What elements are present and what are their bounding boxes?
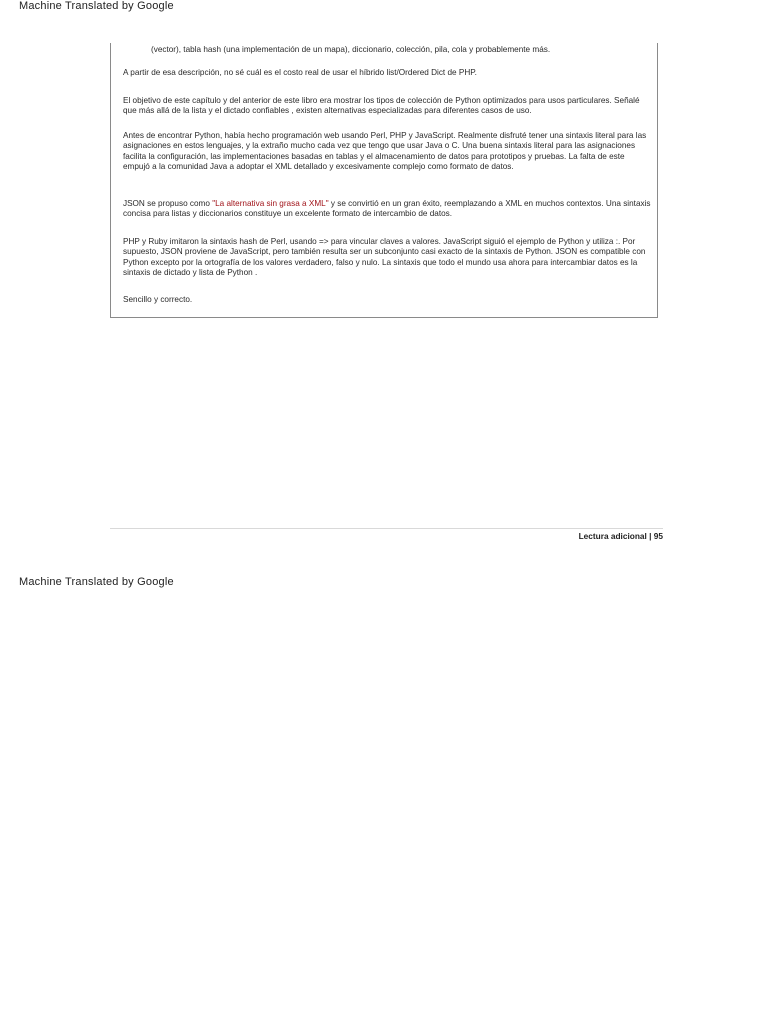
json-text-start: JSON se propuso como [123, 199, 213, 208]
footer-divider [110, 528, 663, 529]
running-footer-page-number: Lectura adicional | 95 [578, 531, 663, 541]
soapbox-sidebar [110, 43, 658, 318]
machine-translation-banner-next-page: Machine Translated by Google [19, 576, 174, 588]
json-xml-link[interactable]: "La alternativa sin grasa a XML" [212, 199, 329, 208]
machine-translation-banner: Machine Translated by Google [19, 0, 174, 12]
paragraph-intro-tail: (vector), tabla hash (una implementación de un mapa), diccionario, colección, pila, cola y probablemente más. [151, 45, 551, 54]
paragraph-json [123, 199, 651, 220]
json-text-end: y se convirtió en un gran éxito, reemplazando a XML en muchos contextos. Una sintaxis concisa para listas y diccionarios constituye un excelente formato de intercambio de datos. [123, 199, 651, 219]
paragraph-chapter-objective: El objetivo de este capítulo y del anterior de este libro era mostrar los tipos de colección de Python optimizados para usos particulares. Señalé que más allá de la lista y el dictado confiables , existen alternativas especializadas para diferentes casos de uso. [123, 96, 640, 116]
paragraph-conclusion: Sencillo y correcto. [123, 295, 193, 304]
paragraph-before-python: Antes de encontrar Python, había hecho programación web usando Perl, PHP y JavaScript. Realmente disfruté tener una sintaxis literal para las asignaciones en estos lenguajes, y la extraño mucho cada vez que tengo que usar Java o C. Una buena sintaxis literal para las asignaciones facilita la configuración, las implementaciones basadas en tablas y el almacenamiento de datos para prototipos y pruebas. La falta de este empujó a la comunidad Java a adoptar el XML detallado y excesivamente complejo como formato de datos. [123, 131, 647, 172]
paragraph-php-ruby: PHP y Ruby imitaron la sintaxis hash de Perl, usando => para vincular claves a valores. JavaScript siguió el ejemplo de Python y utiliza :. Por supuesto, JSON proviene de JavaScript, pero también resulta ser un subconjunto casi exacto de la sintaxis de Python. JSON es compatible con Python excepto por la ortografía de los valores verdadero, falso y nulo. La sintaxis que todo el mundo usa ahora para intercambiar datos es la sintaxis de dictado y lista de Python . [123, 237, 646, 278]
paragraph-php-description: A partir de esa descripción, no sé cuál es el costo real de usar el híbrido list/Ordered Dict de PHP. [123, 68, 477, 77]
